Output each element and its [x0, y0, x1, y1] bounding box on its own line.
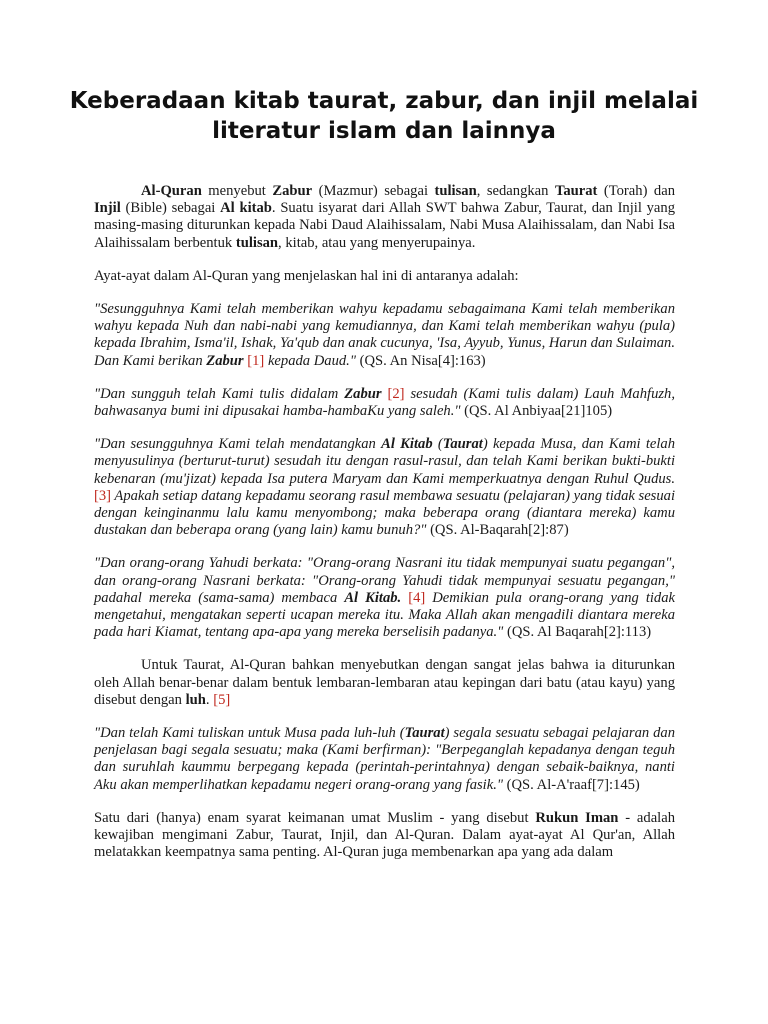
- text-bold: tulisan: [434, 183, 477, 199]
- text: (Torah) dan: [597, 183, 675, 199]
- text-bold: Rukun Iman: [535, 809, 619, 826]
- text-bold: Injil: [94, 200, 121, 217]
- quote-text: "Dan orang-orang Yahudi berkata: "Orang-orang Nasrani itu tidak mempunyai suatu pegangan", dan orang-orang Nasrani berkata: "Orang-orang Yahudi tidak mempunyai sesuatu pegangan," padahal mereka (sama-sama) membaca: [94, 555, 675, 606]
- quote-citation: (QS. Al-Baqarah[2]:87): [426, 522, 569, 539]
- page-title: Keberadaan kitab taurat, zabur, dan injil melalai literatur islam dan lainnya: [69, 88, 699, 144]
- text: , kitab, atau yang menyerupainya.: [278, 234, 476, 251]
- quote-al-araaf: [94, 725, 675, 794]
- text: Untuk Taurat, Al-Quran bahkan menyebutkan dengan sangat jelas bahwa ia diturunkan oleh Allah benar-benar dalam bentuk lembaran-lembaran atau kepingan dari batu (atau kayu) yang disebut dengan: [94, 657, 675, 708]
- paragraph-ayat-intro: Ayat-ayat dalam Al-Quran yang menjelaskan hal ini di antaranya adalah:: [94, 267, 519, 284]
- text: menyebut: [201, 183, 273, 199]
- quote-text: (: [432, 436, 443, 453]
- quote-text-bold: Zabur: [206, 352, 244, 369]
- text: (Bible) sebagai: [120, 200, 221, 217]
- quote-al-baqarah-113: [94, 555, 675, 641]
- quote-citation: (QS. Al Anbiyaa[21]105): [460, 403, 613, 420]
- document-body: [94, 183, 675, 862]
- quote-text-bold: Zabur: [344, 385, 382, 402]
- quote-text: "Sesungguhnya Kami telah memberikan wahyu kepadamu sebagaimana Kami telah memberikan wahyu kepada Nuh dan nabi-nabi yang kemudiannya, dan Kami telah memberikan wahyu (pula) kepada Ibrahim, Isma'il, Ishak, Ya'qub dan anak cucunya, 'Isa, Ayyub, Yunus, Harun dan Sulaiman. Dan Kami berikan: [94, 301, 675, 369]
- paragraph-rukun-iman: [94, 810, 675, 862]
- text-bold: tulisan: [235, 234, 279, 251]
- text: (Mazmur) sebagai: [312, 183, 435, 199]
- quote-text-bold: Taurat: [404, 725, 445, 742]
- text-bold: Zabur: [272, 183, 313, 199]
- text: , sedangkan: [476, 183, 555, 199]
- footnote-link-4[interactable]: [4]: [408, 589, 426, 606]
- text-bold: Al-Quran: [141, 183, 202, 199]
- text: Satu dari (hanya) enam syarat keimanan umat Muslim - yang disebut: [94, 809, 536, 826]
- quote-text: Apakah setiap datang kepadamu seorang rasul membawa sesuatu (pelajaran) yang tidak sesuai dengan keinginanmu lalu kamu menyombong; maka beberapa orang (diantara mereka) kamu dustakan dan beberapa orang (yang lain) kamu bunuh?": [94, 487, 675, 539]
- text-bold: Al kitab: [220, 200, 272, 217]
- quote-text: sesudah (Kami tulis dalam) Lauh Mahfuzh, bahwasanya bumi ini dipusakai hamba-hambaKu yang saleh.": [94, 385, 675, 420]
- quote-text: Demikian pula orang-orang yang tidak mengetahui, mengatakan seperti ucapan mereka itu. Maka Allah akan mengadili diantara mereka pada hari Kiamat, tentang apa-apa yang mereka berselisih padanya.": [94, 589, 675, 641]
- quote-text: ) kepada Musa, dan Kami telah menyusulinya (berturut-turut) sesudah itu dengan rasul-rasul, dan telah Kami berikan bukti-bukti kebenaran (mu'jizat) kepada Isa putera Maryam dan Kami memperkuatnya dengan Ruhul Qudus.: [94, 436, 676, 487]
- quote-al-anbiyaa: [94, 386, 675, 420]
- quote-text: "Dan sungguh telah Kami tulis didalam: [94, 385, 345, 402]
- text-bold: Taurat: [554, 183, 598, 199]
- text-bold: luh: [185, 691, 206, 708]
- paragraph-taurat: [94, 657, 675, 709]
- quote-citation: (QS. An Nisa[4]:163): [355, 352, 486, 369]
- quote-text: "Dan sesungguhnya Kami telah mendatangkan: [94, 436, 382, 453]
- footnote-link-1[interactable]: [1]: [247, 352, 265, 369]
- quote-citation: (QS. Al-A'raaf[7]:145): [503, 776, 640, 793]
- quote-text-bold: Al Kitab.: [344, 589, 402, 606]
- footnote-link-5[interactable]: [5]: [213, 691, 231, 708]
- text: - adalah kewajiban mengimani Zabur, Taurat, Injil, dan Al-Quran. Dalam ayat-ayat Al Qur'an, Allah melatakkan keempatnya sama penting. Al-Quran juga membenarkan apa yang ada dalam: [94, 809, 675, 861]
- footnote-link-3[interactable]: [3]: [94, 487, 112, 504]
- quote-text: ) segala sesuatu sebagai pelajaran dan penjelasan bagi segala sesuatu; maka (Kami berfirman): "Berpeganglah kepadanya dengan teguh dan suruhlah kaummu berpegang kepada (perintah-perintahnya) dengan sebaik-baiknya, nanti Aku akan memperlihatkan kepadamu negeri orang-orang yang fasik.": [94, 725, 675, 793]
- quote-an-nisa: [94, 301, 675, 370]
- quote-text: kepada Daud.": [264, 352, 356, 369]
- quote-al-baqarah-87: [94, 436, 675, 539]
- quote-text-bold: Taurat: [442, 436, 483, 453]
- paragraph-intro: [94, 183, 675, 252]
- quote-text: "Dan telah Kami tuliskan untuk Musa pada luh-luh (: [94, 725, 405, 742]
- quote-text-bold: Al Kitab: [381, 436, 433, 453]
- text: . Suatu isyarat dari Allah SWT bahwa Zabur, Taurat, dan Injil yang masing-masing diturunkan kepada Nabi Daud Alaihissalam, Nabi Musa Alaihissalam, dan Nabi Isa Alaihissalam berbentuk: [94, 200, 676, 251]
- text: .: [205, 691, 214, 708]
- footnote-link-2[interactable]: [2]: [387, 385, 405, 402]
- quote-citation: (QS. Al Baqarah[2]:113): [503, 624, 652, 641]
